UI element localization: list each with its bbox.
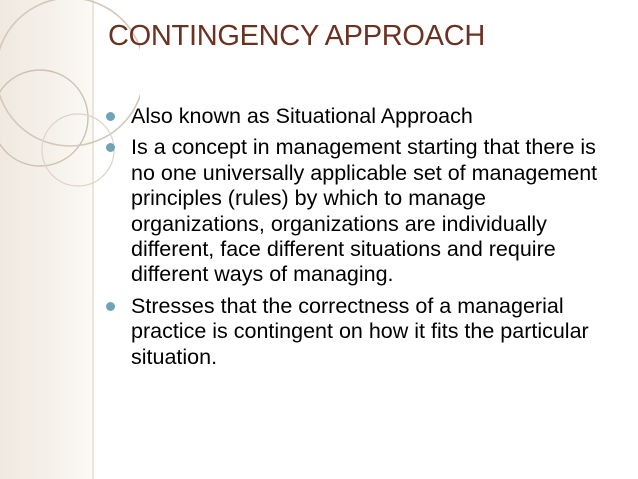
bullet-text: Is a concept in management starting that there is no one universally applicable set of management principles (rules) by which to manage organizations, organizations are individually different, face different situations and require different ways of managing. <box>131 135 598 287</box>
bullet-item <box>104 135 624 287</box>
bullet-item <box>104 294 624 370</box>
bullet-dot-icon <box>106 112 115 121</box>
bullet-dot-icon <box>106 302 115 311</box>
bullet-text: Stresses that the correctness of a managerial practice is contingent on how it fits the particular situation. <box>131 293 589 369</box>
slide-title: CONTINGENCY APPROACH <box>108 20 485 52</box>
bullet-item <box>104 104 624 129</box>
bullet-dot-icon <box>106 143 115 152</box>
decor-circle-medium <box>0 70 88 166</box>
bullet-text: Also known as Situational Approach <box>131 104 473 128</box>
bullet-list <box>104 104 624 376</box>
